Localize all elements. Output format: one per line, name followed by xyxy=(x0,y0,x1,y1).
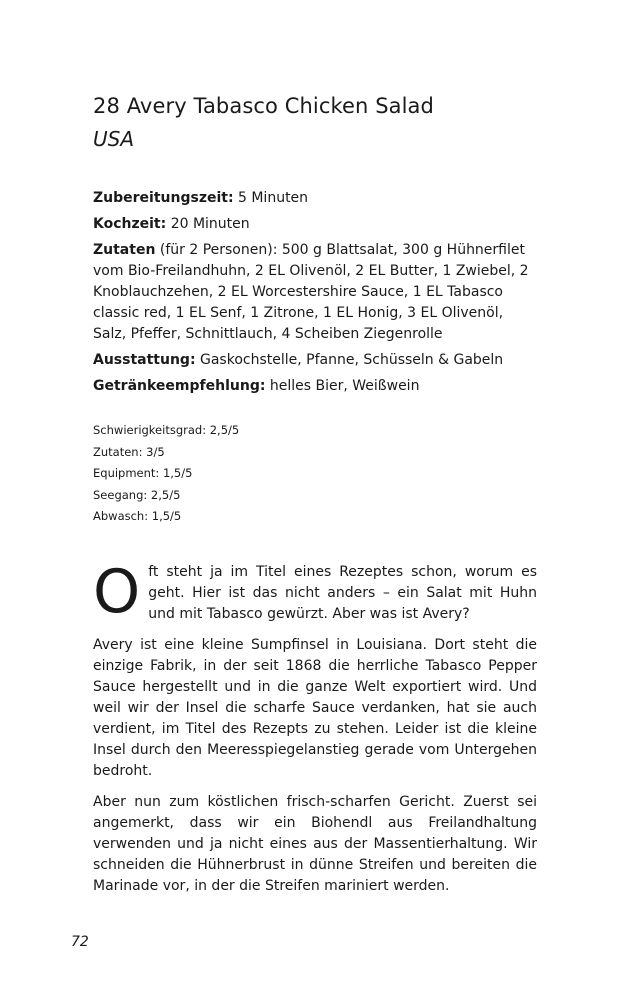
drop-cap: O xyxy=(93,557,141,627)
ingredients-line xyxy=(93,240,537,345)
drinks-value: helles Bier, Weißwein xyxy=(269,378,420,394)
rating-dishwashing: Abwasch: 1,5/5 xyxy=(93,509,182,523)
page-number: 72 xyxy=(71,934,89,950)
recipe-body xyxy=(93,557,537,907)
equipment-value: Gaskochstelle, Pfanne, Schüsseln & Gabeln xyxy=(200,352,504,368)
rating-difficulty: Schwierigkeitsgrad: 2,5/5 xyxy=(93,423,240,437)
prep-time-label: Zubereitungszeit: xyxy=(93,190,234,206)
rating-equipment: Equipment: 1,5/5 xyxy=(93,466,193,480)
recipe-title: 28 Avery Tabasco Chicken Salad xyxy=(93,94,434,118)
drinks-line xyxy=(93,376,537,397)
paragraph-avery: Avery ist eine kleine Sumpfinsel in Louisiana. Dort steht die einzige Fabrik, in der seit 1868 die herrliche Tabasco Pepper Sauce hergestellt und in die ganze Welt exportiert wird. Und weil wir der Insel die scharfe Sauce verdanken, hat sie auch verdient, im Titel des Rezepts zu stehen. Leider ist die kleine Insel durch den Meeresspiegelanstieg gerade vom Untergehen bedroht. xyxy=(93,637,537,779)
paragraph-preparation: Aber nun zum köstlichen frisch-scharfen Gericht. Zuerst sei angemerkt, dass wir ein Biohendl aus Freilandhaltung verwenden und ja nicht eines aus der Massentierhaltung. Wir schneiden die Hühnerbrust in dünne Streifen und bereiten die Marinade vor, in der die Streifen mariniert werden. xyxy=(93,794,537,894)
prep-time-value: 5 Minuten xyxy=(238,190,309,206)
equipment-line xyxy=(93,350,537,371)
rating-seastate: Seegang: 2,5/5 xyxy=(93,487,181,502)
equipment-label: Ausstattung: xyxy=(93,352,196,368)
cook-time-line xyxy=(93,214,537,235)
ratings-list xyxy=(93,420,239,528)
cook-time-label: Kochzeit: xyxy=(93,216,167,232)
rating-ingredients: Zutaten: 3/5 xyxy=(93,444,165,459)
paragraph-intro-text: ft steht ja im Titel eines Rezeptes schon, worum es geht. Hier ist das nicht anders – ein Salat mit Huhn und mit Tabasco gewürzt. Aber was ist Avery? xyxy=(148,564,537,622)
cook-time-value: 20 Minuten xyxy=(170,216,250,232)
ingredients-value: (für 2 Personen): 500 g Blattsalat, 300 g Hühnerfilet vom Bio-Freilandhuhn, 2 EL Olivenöl, 2 EL Butter, 1 Zwiebel, 2 Knoblauchzehen, 2 EL Worcestershire Sauce, 1 EL Tabasco classic red, 1 EL Senf, 1 Zitrone, 1 EL Honig, 3 EL Olivenöl, Salz, Pfeffer, Schnittlauch, 4 Scheiben Ziegenrolle xyxy=(93,242,529,342)
prep-time-line xyxy=(93,188,537,209)
ingredients-label: Zutaten xyxy=(93,242,156,258)
recipe-origin: USA xyxy=(93,127,135,151)
recipe-meta xyxy=(93,188,537,402)
drinks-label: Getränkeempfehlung: xyxy=(93,378,266,394)
paragraph-intro xyxy=(93,557,537,627)
